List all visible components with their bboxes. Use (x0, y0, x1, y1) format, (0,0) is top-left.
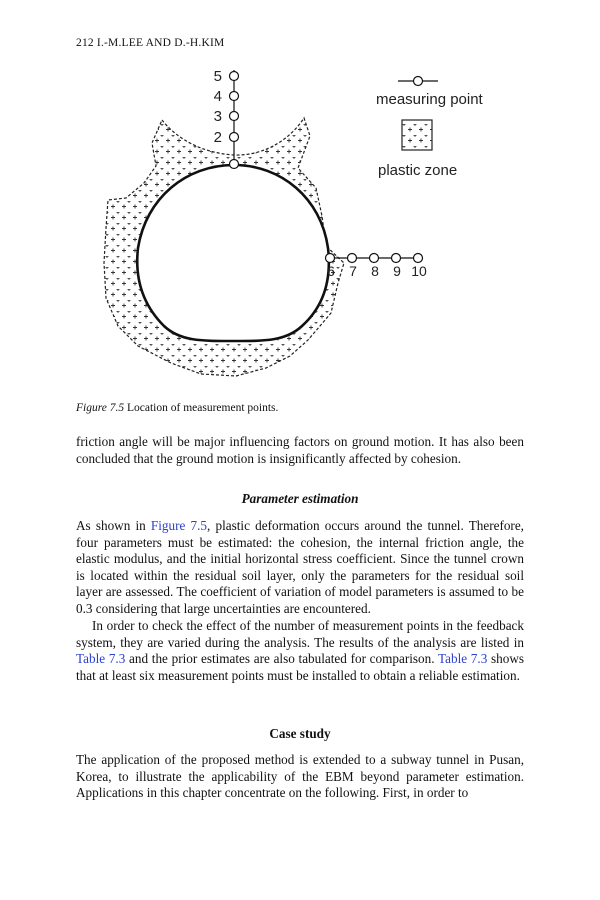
paragraph-1: friction angle will be major influencing factors on ground motion. It has also been concluded that the ground motion is insignificantly affected by cohesion. (76, 434, 524, 466)
paragraph-2 (76, 518, 524, 618)
point-label-8: 8 (371, 263, 379, 279)
measuring-point-1 (230, 160, 239, 169)
legend-plastic-zone-label: plastic zone (378, 162, 458, 179)
legend-plastic-zone-icon (402, 120, 432, 150)
paragraph-3-text: In order to check the effect of the number of measurement points in the feedback system, they are varied during the analysis. The results of the analysis are listed in (76, 618, 524, 650)
table-7-3-link[interactable]: Table 7.3 (76, 651, 126, 667)
tunnel-outline (137, 165, 329, 341)
section-heading-case-study: Case study (269, 726, 331, 741)
caption-text: Location of measurement points. (124, 402, 279, 414)
measuring-point-9 (392, 254, 401, 263)
measuring-point-5 (230, 72, 239, 81)
running-head: 212 I.-M.LEE AND D.-H.KIM (76, 37, 225, 49)
point-label-6: 6 (327, 263, 335, 279)
table-7-3-link-2[interactable]: Table 7.3 (437, 651, 488, 667)
figure-7-5-link[interactable]: Figure 7.5 (150, 518, 208, 533)
measuring-point-4 (230, 92, 239, 101)
paragraph-2-text: As shown in (76, 518, 151, 533)
point-label-4: 4 (213, 88, 222, 105)
measuring-point-10 (414, 254, 423, 263)
legend-measuring-point-label: measuring point (376, 91, 483, 108)
figure-caption (76, 402, 278, 414)
point-label-9: 9 (393, 263, 401, 279)
measuring-point-8 (370, 254, 379, 263)
point-label-2: 2 (213, 129, 222, 146)
point-label-5: 5 (213, 68, 222, 85)
point-label-3: 3 (213, 108, 222, 125)
caption-label: Figure 7.5 (76, 402, 125, 414)
measuring-point-3 (230, 112, 239, 121)
paragraph-3 (76, 618, 524, 684)
paragraph-3-text-end: shows that at least six measurement points must be installed to obtain a reliable estimation. (76, 651, 524, 683)
paragraph-4: The application of the proposed method is extended to a subway tunnel in Pusan, Korea, to illustrate the applicability of the EBM beyond parameter estimation. Applications in this chapter concentrate on the following. First, in order to (76, 752, 524, 801)
point-label-10: 10 (411, 263, 427, 279)
figure-tunnel-diagram (76, 58, 526, 398)
measuring-point-2 (230, 133, 239, 142)
paragraph-3-text-mid: and the prior estimates are also tabulated for comparison. (125, 651, 438, 667)
point-label-7: 7 (349, 263, 357, 279)
measuring-point-6 (326, 254, 335, 263)
paragraph-2-text-cont: , plastic deformation occurs around the tunnel. Therefore, four parameters must be estimated: the cohesion, the internal friction angle, the elastic modulus, and the initial horizontal stress coefficient. Since the tunnel crown is located within the residual soil layer, only the parameters for the residual soil layer are assessed. The coefficient of variation of model parameters is assumed to be 0.3 considering that large uncertainties are encountered. (76, 518, 524, 616)
section-heading-parameter-estimation: Parameter estimation (241, 491, 359, 506)
measuring-point-7 (348, 254, 357, 263)
